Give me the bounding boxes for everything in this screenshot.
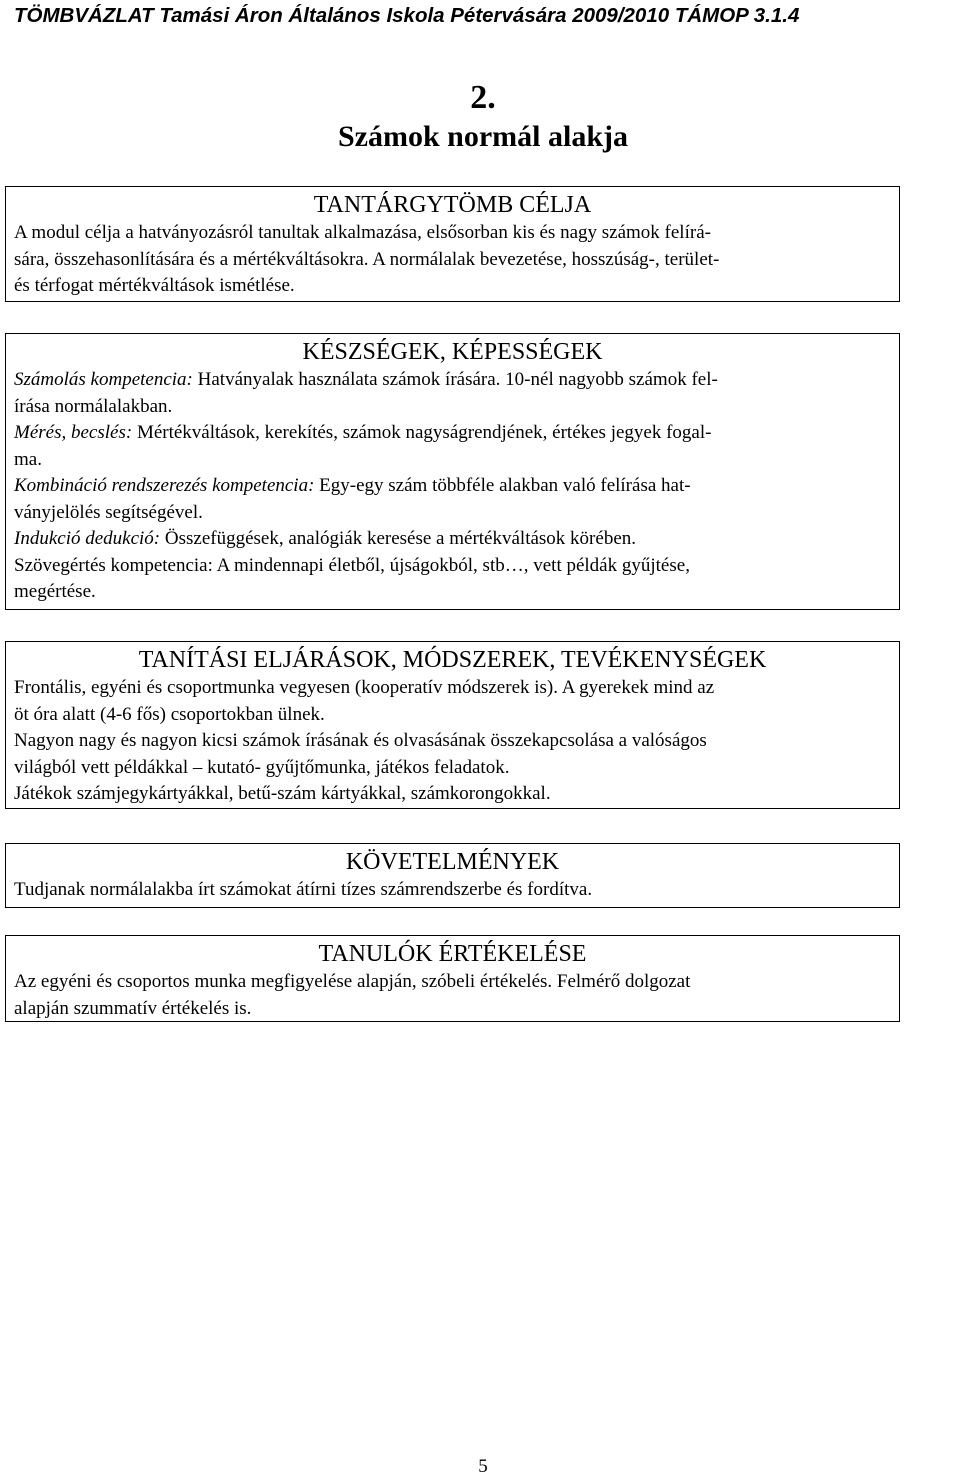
section-text-line: világból vett példákkal – kutató- gyűjtőmunka, játékos feladatok. bbox=[14, 756, 510, 778]
section-title: KÉSZSÉGEK, KÉPESSÉGEK bbox=[302, 339, 603, 365]
chapter-title: Számok normál alakja bbox=[337, 120, 628, 153]
section-text-line: Frontális, egyéni és csoportmunka vegyesen (kooperatív módszerek is). A gyerekek mind az bbox=[14, 677, 715, 698]
section-text-line: A modul célja a hatványozásról tanultak alkalmazása, elsősorban kis és nagy számok felírá- bbox=[14, 222, 711, 243]
section-tanitasi-eljarasok bbox=[5, 641, 900, 809]
competency-item-line bbox=[14, 526, 891, 553]
competency-item-line bbox=[14, 367, 891, 394]
section-kovetelmenyek bbox=[5, 843, 900, 908]
competency-label: Kombináció rendszerezés kompetencia: bbox=[14, 475, 315, 496]
competency-label: Mérés, becslés: bbox=[14, 422, 133, 443]
section-text-line: Nagyon nagy és nagyon kicsi számok írásának és olvasásának összekapcsolása a valóságos bbox=[14, 730, 707, 751]
competency-label: Számolás kompetencia: bbox=[14, 369, 193, 390]
section-title: KÖVETELMÉNYEK bbox=[345, 849, 560, 875]
competency-item-line: megértése. bbox=[14, 581, 96, 602]
page-number: 5 bbox=[478, 1456, 488, 1477]
competency-item-line: írása normálalakban. bbox=[14, 395, 173, 417]
section-text-line: Az egyéni és csoportos munka megfigyelése alapján, szóbeli értékelés. Felmérő dolgozat bbox=[14, 971, 691, 992]
section-text-line: Játékok számjegykártyákkal, betű-szám kártyákkal, számkorongokkal. bbox=[14, 783, 551, 804]
section-text-line: öt óra alatt (4-6 fős) csoportokban ülnek. bbox=[14, 703, 325, 725]
chapter-number: 2. bbox=[470, 79, 496, 116]
competency-text: Összefüggések, analógiák keresése a mértékváltások körében. bbox=[160, 528, 637, 549]
section-keszsegek-kepessegek bbox=[5, 333, 900, 610]
competency-item-line: ma. bbox=[14, 448, 42, 470]
section-tanulok-ertekelese bbox=[5, 935, 900, 1022]
competency-item-line: ványjelölés segítségével. bbox=[14, 501, 203, 523]
section-title: TANTÁRGYTÖMB CÉLJA bbox=[313, 192, 592, 218]
section-text-line: sára, összehasonlítására és a mértékváltásokra. A normálalak bevezetése, hosszúság-, terület- bbox=[14, 248, 720, 270]
competency-text: Hatványalak használata számok írására. 10-nél nagyobb számok fel- bbox=[192, 369, 718, 390]
competency-item-line bbox=[14, 420, 891, 447]
section-tantargytomb-celja bbox=[5, 186, 900, 302]
section-title: TANÍTÁSI ELJÁRÁSOK, MÓDSZEREK, TEVÉKENYSÉGEK bbox=[138, 647, 767, 673]
section-title: TANULÓK ÉRTÉKELÉSE bbox=[318, 941, 587, 967]
competency-item-line: Szövegértés kompetencia: A mindennapi életből, újságokból, stb…, vett példák gyűjtése, bbox=[14, 554, 690, 576]
competency-text: Egy-egy szám többféle alakban való felírása hat- bbox=[314, 475, 691, 496]
competency-text: Mértékváltások, kerekítés, számok nagyságrendjének, értékes jegyek fogal- bbox=[132, 422, 712, 443]
competency-item-line bbox=[14, 473, 891, 500]
section-text-line: alapján szummatív értékelés is. bbox=[14, 997, 252, 1019]
section-text-line: Tudjanak normálalakba írt számokat átírni tízes számrendszerbe és fordítva. bbox=[14, 879, 593, 900]
section-text-line: és térfogat mértékváltások ismétlése. bbox=[14, 275, 295, 296]
page-header: TÖMBVÁZLAT Tamási Áron Általános Iskola Pétervására 2009/2010 TÁMOP 3.1.4 bbox=[14, 4, 800, 27]
competency-label: Indukció dedukció: bbox=[14, 528, 161, 549]
